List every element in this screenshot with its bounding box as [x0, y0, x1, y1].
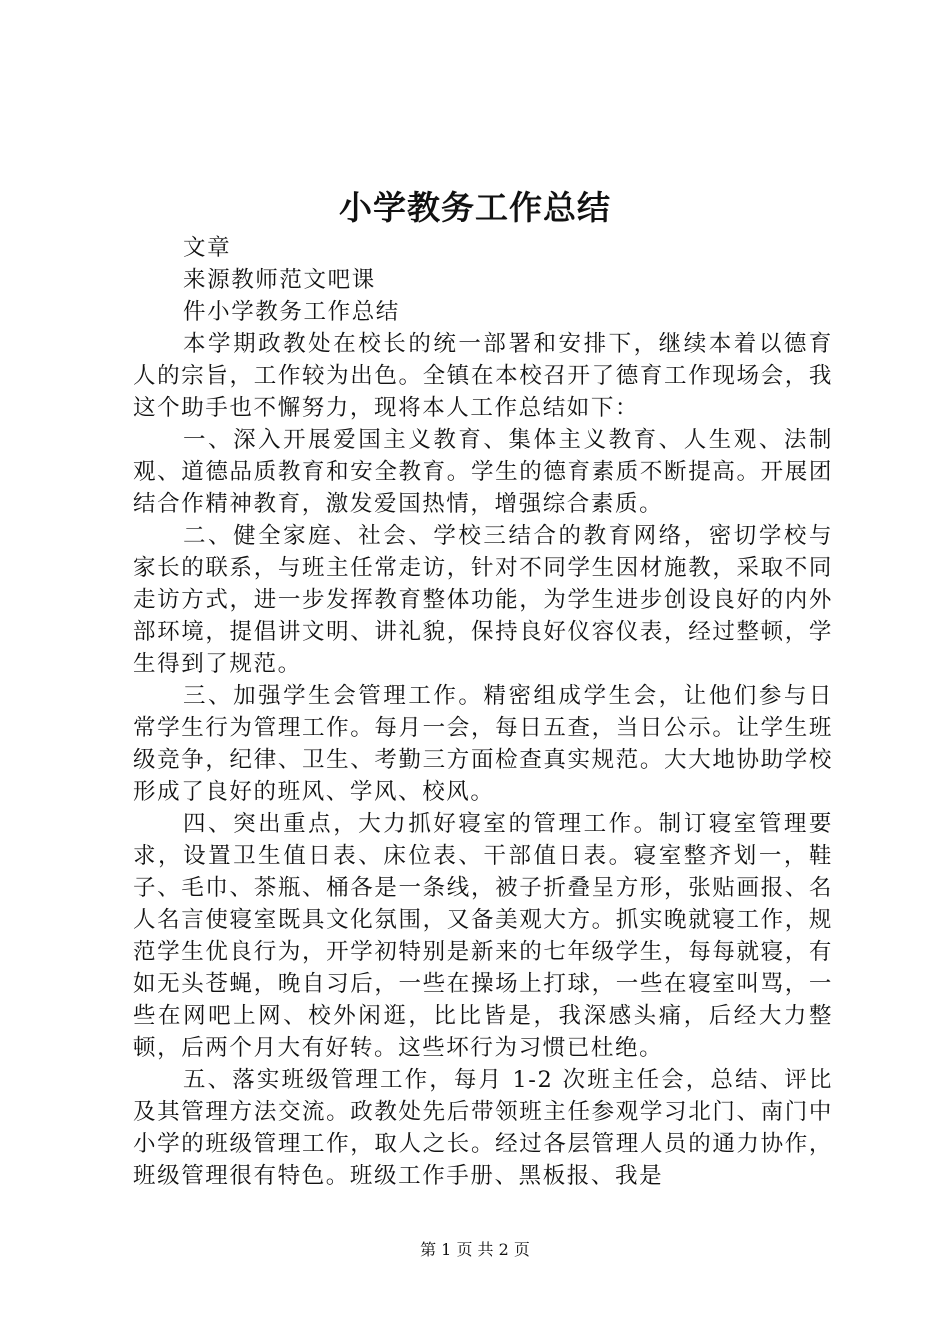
paragraph-8: 四、突出重点，大力抓好寝室的管理工作。制订寝室管理要求，设置卫生值日表、床位表、干部值日表。寝室整齐划一，鞋子、毛巾、茶瓶、桶各是一条线，被子折叠呈方形，张贴画报、名人名言使寝室既具文化氛围，又备美观大方。抓实晚就寝工作，规范学生优良行为，开学初特别是新来的七年级学生，每每就寝，有如无头苍蝇，晚自习后，一些在操场上打球，一些在寝室叫骂，一些在网吧上网、校外闲逛，比比皆是，我深感头痛，后经大力整顿，后两个月大有好转。这些坏行为习惯已杜绝。 [133, 811, 833, 1061]
paragraph-7: 三、加强学生会管理工作。精密组成学生会，让他们参与日常学生行为管理工作。每月一会，每日五查，当日公示。让学生班级竞争，纪律、卫生、考勤三方面检查真实规范。大大地协助学校形成了良好的班风、学风、校风。 [133, 683, 833, 805]
paragraph-3: 件小学教务工作总结 [183, 299, 400, 325]
paragraph-4: 本学期政教处在校长的统一部署和安排下，继续本着以德育人的宗旨，工作较为出色。全镇在本校召开了德育工作现场会，我这个助手也不懈努力，现将本人工作总结如下： [133, 331, 833, 421]
document-body [133, 232, 833, 1192]
paragraph-9: 五、落实班级管理工作，每月 1-2 次班主任会，总结、评比及其管理方法交流。政教处先后带领班主任参观学习北门、南门中小学的班级管理工作，取人之长。经过各层管理人员的通力协作，班级管理很有特色。班级工作手册、黑板报、我是 [133, 1067, 833, 1189]
page-indicator: 第 1 页 共 2 页 [420, 1240, 530, 1259]
paragraph-5: 一、深入开展爱国主义教育、集体主义教育、人生观、法制观、道德品质教育和安全教育。学生的德育素质不断提高。开展团结合作精神教育，激发爱国热情，增强综合素质。 [133, 427, 833, 517]
document-title: 小学教务工作总结 [339, 188, 611, 227]
paragraph-2: 来源教师范文吧课 [183, 267, 376, 293]
paragraph-1: 文章 [183, 235, 232, 261]
page-footer [0, 1239, 950, 1261]
paragraph-6: 二、健全家庭、社会、学校三结合的教育网络，密切学校与家长的联系，与班主任常走访，针对不同学生因材施教，采取不同走访方式，进一步发挥教育整体功能，为学生进步创设良好的内外部环境，提倡讲文明、讲礼貌，保持良好仪容仪表，经过整顿，学生得到了规范。 [133, 523, 833, 677]
